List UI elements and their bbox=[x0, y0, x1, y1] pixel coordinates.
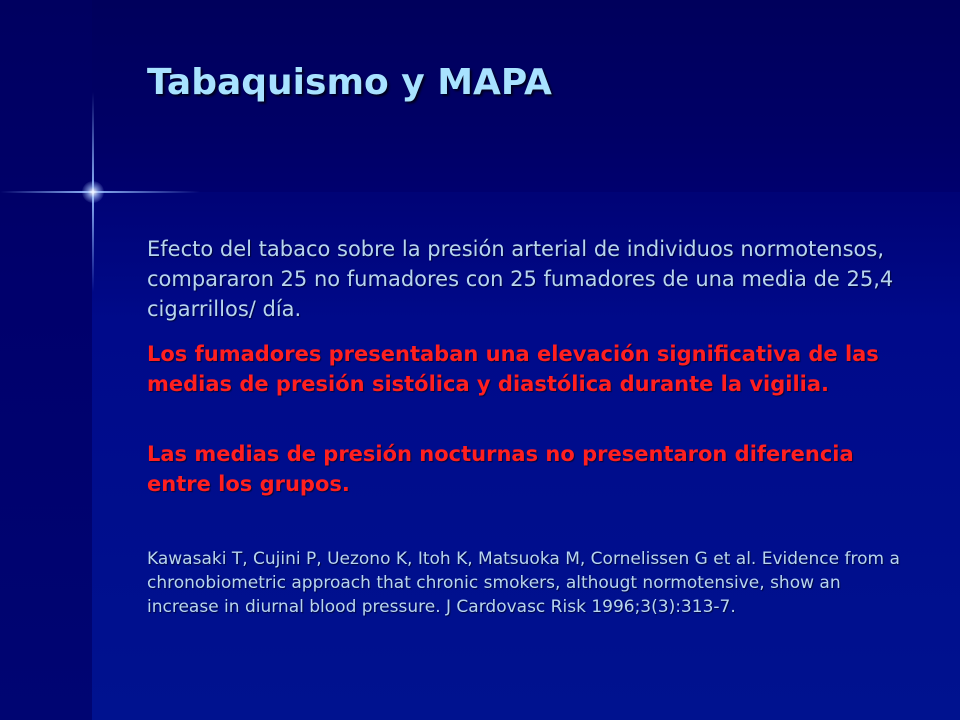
slide-title: Tabaquismo y MAPA bbox=[147, 62, 552, 103]
left-panel-decoration bbox=[0, 0, 92, 720]
finding-daytime: Los fumadores presentaban una elevación significativa de las medias de presión sistólica y diastólica durante la vigilia. bbox=[147, 342, 879, 396]
reference-citation: Kawasaki T, Cujini P, Uezono K, Itoh K, Matsuoka M, Cornelissen G et al. Evidence from a chronobiometric approach that chronic smokers, althougt normotensive, show an increase in diurnal blood pressure. J Cardovasc Risk 1996;3(3):313-7. bbox=[147, 549, 900, 617]
intro-paragraph: Efecto del tabaco sobre la presión arterial de individuos normotensos, compararon 25 no fumadores con 25 fumadores de una media de 25,4 cigarrillos/ día. bbox=[147, 237, 894, 321]
finding-nighttime: Las medias de presión nocturnas no presentaron diferencia entre los grupos. bbox=[147, 442, 854, 496]
sparkle-star-icon bbox=[82, 181, 104, 203]
